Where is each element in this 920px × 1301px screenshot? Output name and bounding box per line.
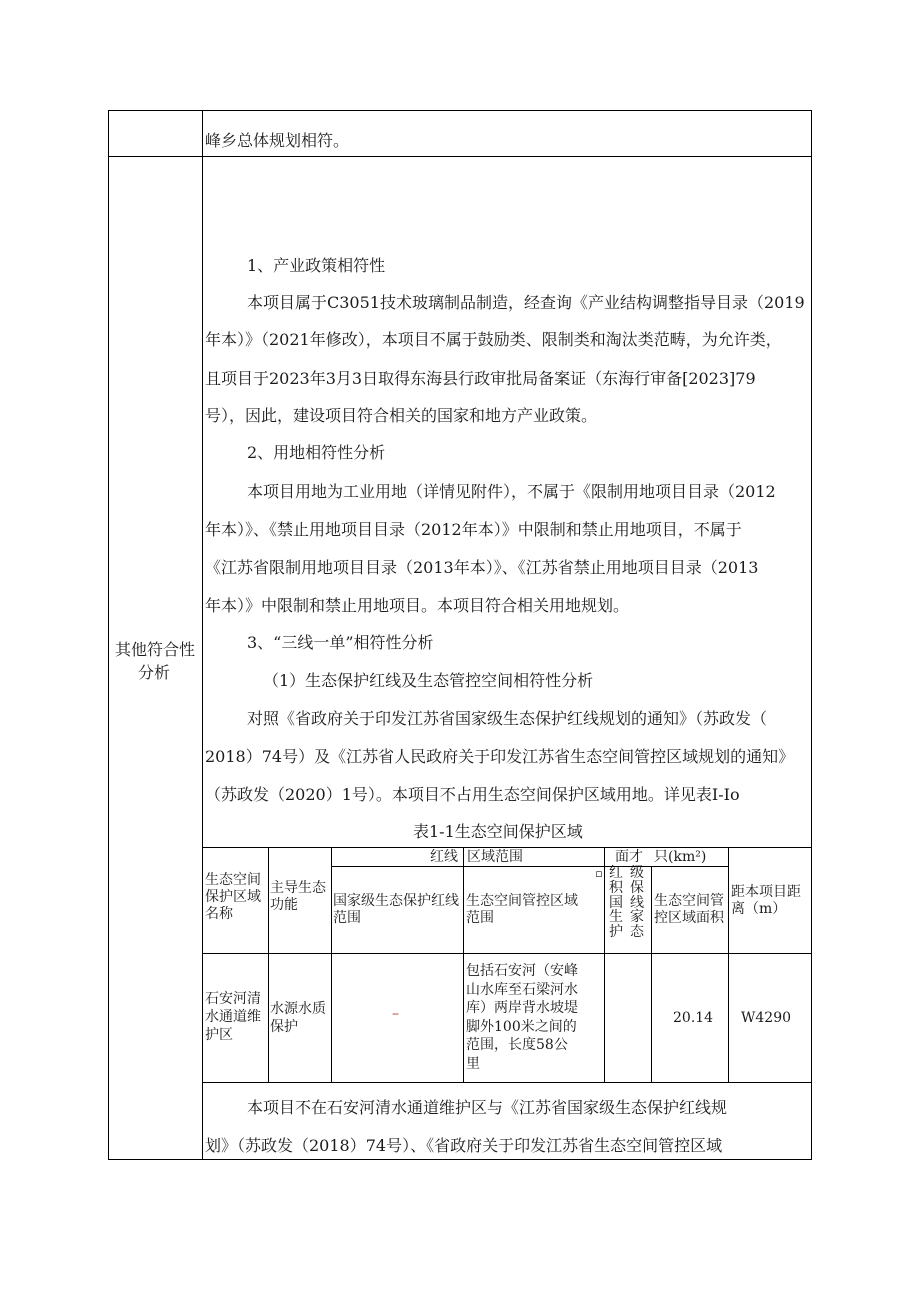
row-national-range: –: [392, 1006, 399, 1022]
inner-col-line: [728, 847, 729, 1083]
inner-col-line: [651, 866, 652, 1083]
header-range: 区域范围: [467, 849, 523, 865]
top-row-continuation: 峰乡总体规划相符。: [205, 131, 350, 150]
header-vertical-col-a: ▫: [595, 867, 603, 880]
outer-top-border: [108, 110, 812, 111]
row-control-range: 包括石安河（安峰 山水库至石梁河水 库）两岸背水坡堤 脚外100米之间的 范围，长度58公 里: [466, 963, 578, 1072]
header-national-range: 国家级生态保护红线 范围: [333, 893, 459, 926]
paragraph-line: 本项目不在石安河清水通道维护区与《江苏省国家级生态保护红线规: [247, 1098, 728, 1117]
subheading-eco-redline: （1）生态保护红线及生态管控空间相符性分析: [263, 671, 594, 690]
header-redline: 红线: [430, 849, 458, 865]
row-area-name: 石安河清 水通道维 护区: [205, 991, 261, 1043]
heading-industry-policy: 1、产业政策相符性: [247, 256, 386, 275]
section-label-line2: 分析: [138, 663, 171, 682]
header-eco-area-name: 生态空间 保护区域 名称: [205, 872, 261, 922]
row-divider: [108, 156, 812, 157]
paragraph-line: 且项目于2023年3月3日取得东海县行政审批局备案证（东海行审备[2023]79: [205, 369, 756, 388]
outer-left-border: [108, 110, 109, 1160]
inner-col-line: [268, 847, 269, 1083]
paragraph-line: 本项目用地为工业用地（详情见附件），不属于《限制用地项目目录（2012: [247, 482, 776, 501]
header-area-b: 只(km²): [654, 849, 707, 865]
row-function: 水源水质 保护: [270, 1001, 326, 1035]
row-distance: W4290: [741, 1010, 792, 1026]
inner-col-line: [463, 847, 464, 1083]
paragraph-line: 号），因此，建设项目符合相关的国家和地方产业政策。: [205, 406, 598, 425]
paragraph-line: （苏政发（2020）1号）。本项目不占用生态空间保护区域用地。详见表I-Io: [205, 785, 740, 804]
outer-bottom-border: [108, 1159, 812, 1160]
paragraph-line: 年本）》、《禁止用地项目目录（2012年本）》中限制和禁止用地项目，不属于: [205, 520, 742, 539]
paragraph-line: 对照《省政府关于印发江苏省国家级生态保护红线规划的通知》（苏政发（: [247, 709, 768, 728]
inner-table-bottom: [202, 1082, 812, 1083]
heading-three-lines: 3、“三线一单”相符性分析: [247, 633, 434, 652]
paragraph-line: 本项目属于C3051技术玻璃制品制造，经查询《产业结构调整指导目录（2019: [247, 293, 805, 312]
header-main-function: 主导生态 功能: [270, 880, 326, 913]
paragraph-line: 2018）74号）及《江苏省人民政府关于印发江苏省生态空间管控区域规划的通知》: [205, 747, 795, 766]
outer-right-border: [811, 110, 812, 1160]
inner-table-header-bottom: [202, 953, 812, 954]
inner-table-header-split: [331, 866, 728, 867]
paragraph-line: 年本）》中限制和禁止用地项目。本项目符合相关用地规划。: [205, 596, 630, 615]
header-area-a: 面才: [615, 849, 643, 865]
header-vertical-col-b: 红 积 国 生 护: [609, 865, 623, 941]
inner-table-top: [202, 847, 812, 848]
paragraph-line: 《江苏省限制用地项目目录（2013年本）》、《江苏省禁止用地项目目录（2013: [205, 558, 759, 577]
header-control-range: 生态空间管控区域 范围: [466, 893, 578, 926]
inner-col-line: [331, 847, 332, 1083]
header-vertical-col-c: 级 保 线 家 态: [630, 865, 644, 941]
row-control-area: 20.14: [673, 1010, 714, 1026]
inner-col-line: [604, 847, 605, 1083]
heading-land-use: 2、用地相符性分析: [247, 443, 386, 462]
paragraph-line: 年本）》（2021年修改），本项目不属于鼓励类、限制类和淘汰类范畴，为允许类，: [205, 330, 782, 349]
section-label-line1: 其他符合性: [115, 640, 196, 659]
table-title: 表1-1生态空间保护区域: [413, 822, 583, 841]
paragraph-line: 划》（苏政发（2018）74号）、《省政府关于印发江苏省生态空间管控区域: [205, 1136, 723, 1155]
column-divider: [202, 110, 203, 1160]
header-control-area: 生态空间管 控区域面积: [654, 893, 724, 926]
header-distance: 距本项目距 离（m）: [731, 884, 801, 917]
